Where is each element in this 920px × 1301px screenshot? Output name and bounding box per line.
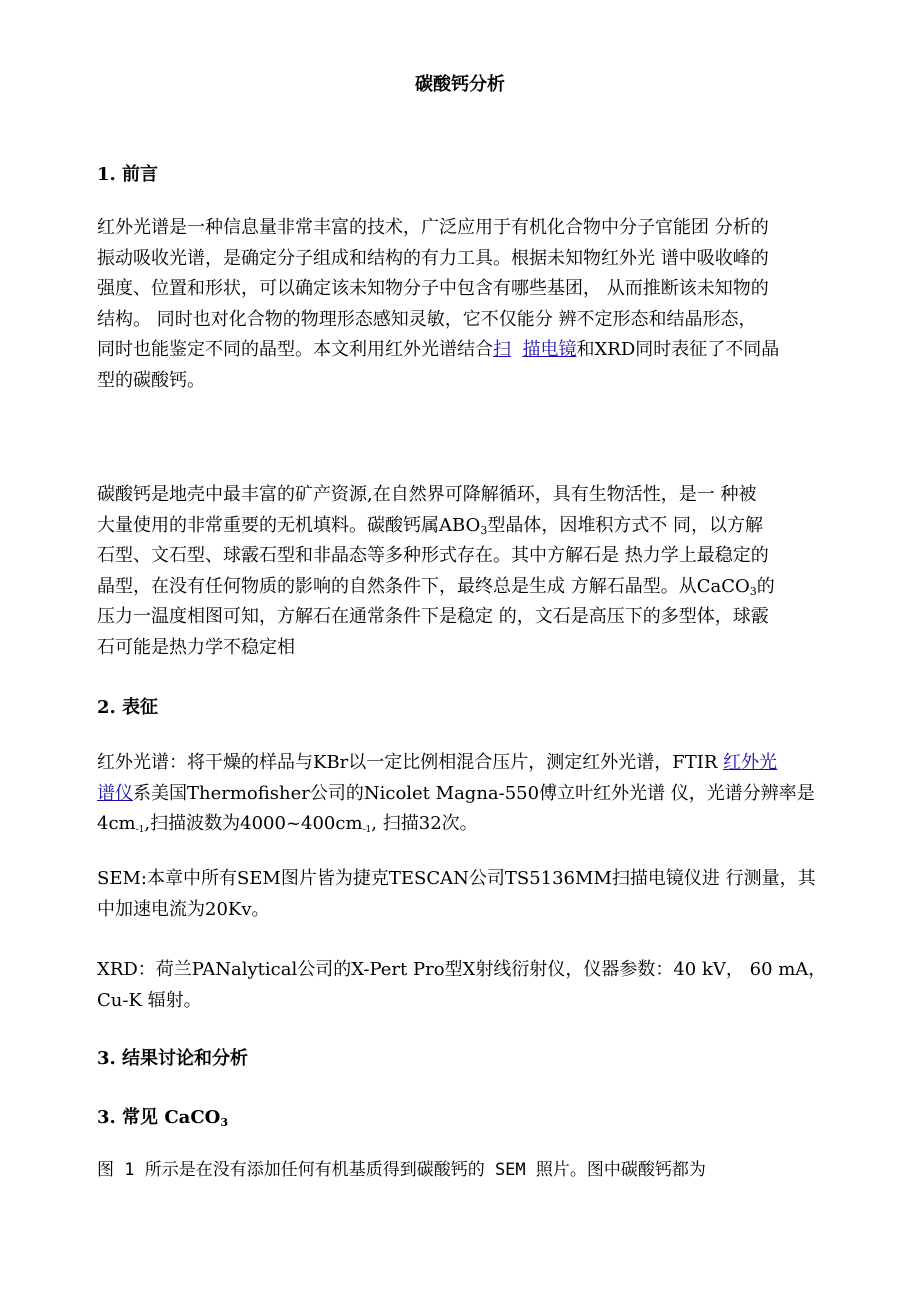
caco3-line-4-text: 晶型，在没有任何物质的影响的自然条件下，最终总是生成 方解石晶型。从CaCO: [97, 575, 750, 597]
common-caco3-text: 3. 常见 CaCO: [97, 1107, 221, 1128]
caco3-line-4-tail: 的: [756, 575, 775, 597]
caco3-line-3: 石型、文石型、球霰石型和非晶态等多种形式存在。其中方解石是 热力学上最稳定的: [97, 545, 769, 566]
intro-paragraph: [97, 213, 837, 396]
caco3-line-2: [97, 511, 837, 542]
sem-line-1: SEM:本章中所有SEM图片皆为捷克TESCAN公司TS5136MM扫描电镜仪进 行测量，其: [97, 868, 816, 889]
document-title: 碳酸钙分析: [415, 74, 505, 95]
caco3-line-5: 压力一温度相图可知，方解石在通常条件下是稳定 的，文石是高压下的多型体，球霰: [97, 606, 769, 627]
intro-line-5-text: 同时也能鉴定不同的晶型。本文利用红外光谱结合: [97, 339, 493, 360]
cm-exponent-1: -1: [135, 825, 145, 835]
xrd-line-2: Cu-K 辐射。: [97, 989, 202, 1011]
xrd-line-1: XRD：荷兰PANalytical公司的X-Pert Pro型X射线衍射仪，仪器参数：40 kV， 60 mA，: [97, 959, 827, 980]
intro-line-5: [97, 335, 837, 366]
caco3-line-4: [97, 572, 837, 603]
ir-wavenumber-text: ,扫描波数为4000~400cm: [144, 813, 363, 834]
intro-line-2: 振动吸收光谱，是确定分子组成和结构的有力工具。根据未知物红外光 谱中吸收峰的: [97, 247, 769, 269]
caco3-line-6: 石可能是热力学不稳定相: [97, 636, 295, 658]
caco3-line-1: 碳酸钙是地壳中最丰富的矿产资源,在自然界可降解循环，具有生物活性，是一 种被: [97, 484, 757, 505]
section-heading-results: 3. 结果讨论和分析: [97, 1048, 249, 1069]
caco3-line-2-text: 大量使用的非常重要的无机填料。碳酸钙属ABO: [97, 514, 481, 536]
sem-line-2: 中加速电流为20Kv。: [97, 898, 270, 920]
ir-line-2: [97, 779, 837, 810]
sem-paragraph: [97, 864, 837, 925]
ir-spectrometer-link-part1[interactable]: 红外光: [723, 752, 778, 773]
section-heading-common-caco3: [97, 1103, 228, 1129]
abo3-subscript: 3: [480, 523, 488, 537]
intro-line-4: 结构。 同时也对化合物的物理形态感知灵敏，它不仅能分 辨不定形态和结晶形态，: [97, 308, 757, 330]
ir-line-3: [97, 809, 837, 840]
section-heading-intro: 1. 前言: [97, 164, 159, 185]
sem-link-part1[interactable]: 扫: [493, 339, 511, 360]
caco3-paragraph: [97, 480, 837, 663]
cm-exponent-2: -1: [362, 825, 372, 835]
common-caco3-subscript: 3: [220, 1116, 228, 1129]
ir-line-2-text: 系美国Thermofisher公司的Nicolet Magna-550傅立叶红外光谱 仪，光谱分辨率是: [133, 782, 815, 804]
sem-link-part2[interactable]: 描电镜: [522, 339, 577, 360]
intro-line-3: 强度、位置和形状，可以确定该未知物分子中包含有哪些基团， 从而推断该未知物的: [97, 278, 769, 299]
ir-line-1: [97, 748, 837, 779]
intro-line-1: 红外光谱是一种信息量非常丰富的技术，广泛应用于有机化合物中分子官能团 分析的: [97, 217, 769, 238]
figure-paragraph: [97, 1155, 837, 1186]
intro-line-5-tail: 和XRD同时表征了不同晶: [576, 339, 780, 360]
figure-line-1: 图 1 所示是在没有添加任何有机基质得到碳酸钙的 SEM 照片。图中碳酸钙都为: [97, 1160, 706, 1180]
ir-spectrometer-link-part2[interactable]: 谱仪: [97, 782, 133, 804]
ir-resolution-value: 4cm: [97, 813, 136, 834]
section-heading-characterization: 2. 表征: [97, 697, 159, 718]
caco3-subscript: 3: [749, 584, 757, 598]
ir-line-1-text: 红外光谱：将干燥的样品与KBr以一定比例相混合压片，测定红外光谱，FTIR: [97, 752, 724, 773]
xrd-paragraph: [97, 955, 837, 1016]
caco3-line-2-tail: 型晶体，因堆积方式不 同，以方解: [487, 514, 764, 536]
ir-scan-count: , 扫描32次。: [371, 813, 478, 834]
intro-line-6: 型的碳酸钙。: [97, 369, 205, 391]
ir-paragraph: [97, 748, 837, 840]
